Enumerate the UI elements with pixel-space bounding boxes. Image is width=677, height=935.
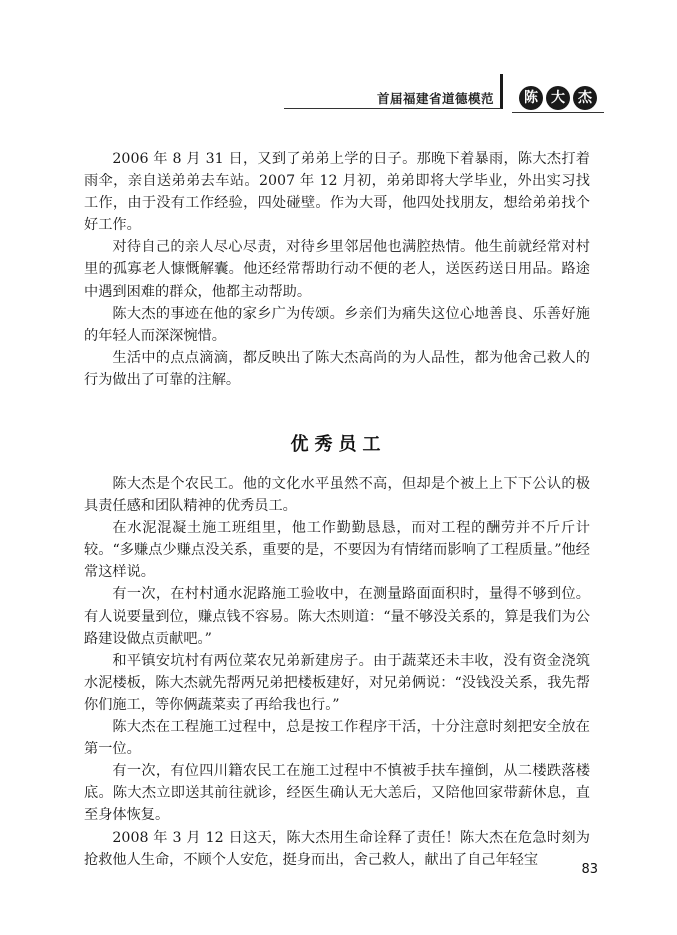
name-char-2: 大 [546, 86, 570, 110]
header-rule-line [284, 108, 501, 109]
header-person-name [519, 86, 597, 110]
paragraph: 有一次，在村村通水泥路施工验收中，在测量路面面积时，量得不够到位。有人说要量到位，赚点钱不容易。陈大杰则道：“量不够没关系的，算是我们为公路建设做点贡献吧。” [84, 586, 590, 647]
paragraph: 2006 年 8 月 31 日，又到了弟弟上学的日子。那晚下着暴雨，陈大杰打着雨伞，亲自送弟弟去车站。2007 年 12 月初，弟弟即将大学毕业，外出实习找工作，由于没有工作经验，四处碰壁。作为大哥，他四处找朋友，想给弟弟找个好工作。 [84, 151, 590, 234]
page-header [0, 0, 677, 120]
paragraph: 和平镇安坑村有两位菜农兄弟新建房子。由于蔬菜还未丰收，没有资金浇筑水泥楼板，陈大杰就先帮两兄弟把楼板建好，对兄弟俩说：“没钱没关系，我先帮你们施工，等你俩蔬菜卖了再给我也行。” [84, 652, 590, 713]
paragraph: 陈大杰的事迹在他的家乡广为传颂。乡亲们为痛失这位心地善良、乐善好施的年轻人而深深惋惜。 [84, 305, 590, 344]
paragraph: 陈大杰在工程施工过程中，总是按工作程序干活，十分注意时刻把安全放在第一位。 [84, 719, 590, 758]
paragraph: 有一次，有位四川籍农民工在施工过程中不慎被手扶车撞倒，从二楼跌落楼底。陈大杰立即送其前往就诊，经医生确认无大恙后，又陪他回家带薪休息，直至身体恢复。 [84, 763, 590, 824]
paragraph: 对待自己的亲人尽心尽责，对待乡里邻居他也满腔热情。他生前就经常对村里的孤寡老人慷慨解囊。他还经常帮助行动不便的老人，送医药送日用品。路途中遇到困难的群众，他都主动帮助。 [84, 239, 590, 300]
paragraph: 陈大杰是个农民工。他的文化水平虽然不高，但却是个被上上下下公认的极具责任感和团队精神的优秀员工。 [84, 476, 590, 515]
series-title: 首届福建省道德模范 [376, 91, 494, 106]
name-char-1: 陈 [519, 86, 543, 110]
paragraph: 在水泥混凝土施工班组里，他工作勤勤恳恳，而对工程的酬劳并不斤斤计较。“多赚点少赚点没关系，重要的是，不要因为有情绪而影响了工程质量。”他经常这样说。 [84, 520, 590, 581]
page-number: 83 [581, 862, 598, 877]
header-divider-bar [500, 74, 503, 109]
body-text-top [84, 148, 590, 391]
body-text-bottom [84, 473, 590, 871]
paragraph: 生活中的点点滴滴，都反映出了陈大杰高尚的为人品性，都为他舍己救人的行为做出了可靠的注解。 [84, 349, 590, 388]
header-rule-line-right [512, 112, 604, 113]
name-char-3: 杰 [573, 86, 597, 110]
section-heading: 优秀员工 [290, 434, 387, 455]
paragraph: 2008 年 3 月 12 日这天，陈大杰用生命诠释了责任！陈大杰在危急时刻为抢救他人生命，不顾个人安危，挺身而出，舍己救人，献出了自己年轻宝 [84, 829, 590, 868]
